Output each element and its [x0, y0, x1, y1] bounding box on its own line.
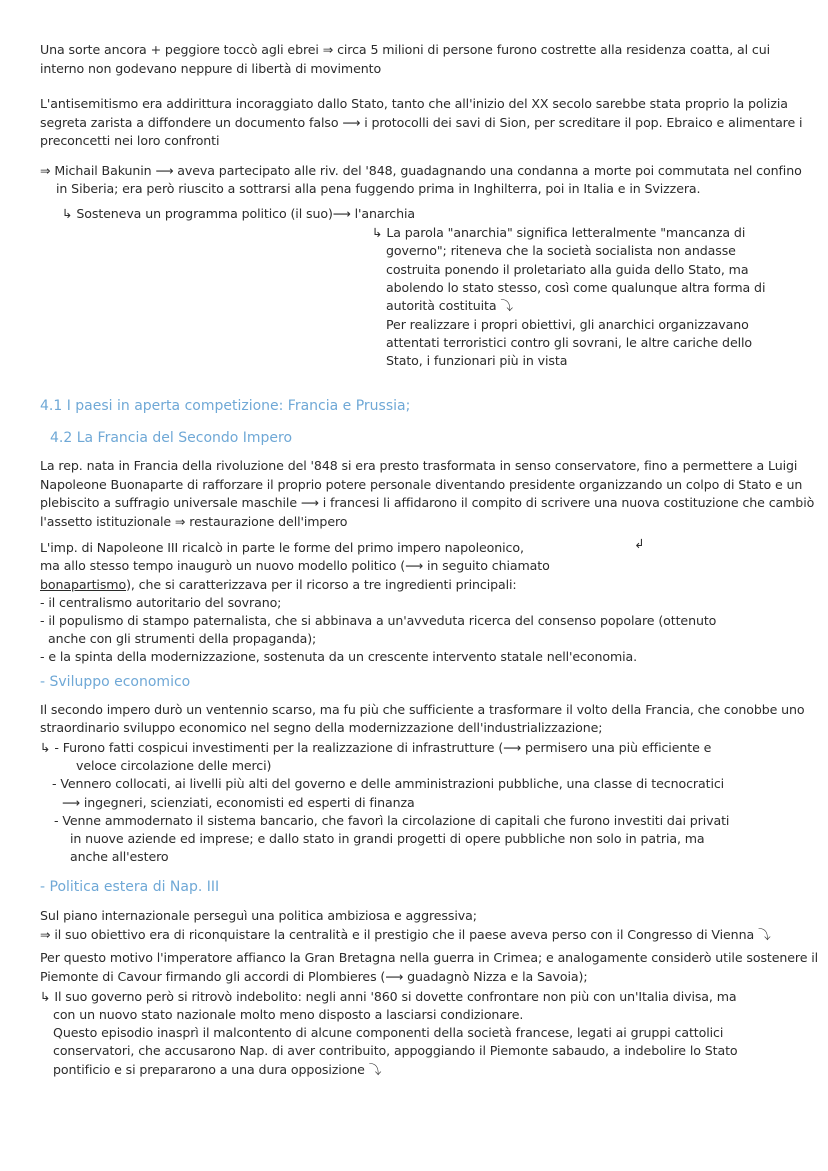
- bullet-modernizzazione: - e la spinta della modernizzazione, sostenuta da un crescente intervento statale nell'economia.: [40, 649, 638, 664]
- anarchy-line-3: costruita ponendo il proletariato alla guida dello Stato, ma: [386, 262, 749, 277]
- francia-line-3: plebiscito a suffragio universale maschile ⟶ i francesi li affidarono il compito di scrivere una nuova costituzione che cambiò: [40, 495, 815, 510]
- estera-line-5: ↳ Il suo governo però si ritrovò indebolito: negli anni '860 si dovette confrontare non più con un'Italia divisa, ma: [40, 989, 737, 1004]
- econ-line-7: - Venne ammodernato il sistema bancario, che favorì la circolazione di capitali che furono investiti dai privati: [54, 813, 730, 828]
- bakunin-line-3: ↳ Sosteneva un programma politico (il suo)⟶ l'anarchia: [62, 206, 416, 221]
- anarchy-line-2: governo"; riteneva che la società socialista non andasse: [386, 243, 736, 258]
- anarchy-line-8: Stato, i funzionari più in vista: [386, 353, 568, 368]
- anarchy-line-4: abolendo lo stato stesso, così come qualunque altra forma di: [386, 280, 766, 295]
- anarchy-line-7: attentati terroristici contro gli sovrani, le altre cariche dello: [386, 335, 752, 350]
- estera-line-1: Sul piano internazionale perseguì una politica ambiziosa e aggressiva;: [40, 908, 477, 923]
- econ-line-5: - Vennero collocati, ai livelli più alti del governo e delle amministrazioni pubbliche, una classe di tecnocratici: [52, 776, 725, 791]
- econ-line-3: ↳ - Furono fatti cospicui investimenti per la realizzazione di infrastrutture (⟶ permisero una più efficiente e: [40, 740, 712, 755]
- heading-4-2: 4.2 La Francia del Secondo Impero: [50, 430, 293, 446]
- bakunin-line-2: in Siberia; era però riuscito a sottrarsi alla pena fuggendo prima in Inghilterra, poi in Italia e in Svizzera.: [56, 181, 701, 196]
- estera-line-8: conservatori, che accusarono Nap. di aver contribuito, appoggiando il Piemonte sabaudo, a indebolire lo Stato: [53, 1043, 738, 1058]
- estera-line-3: Per questo motivo l'imperatore affianco la Gran Bretagna nella guerra in Crimea; e analogamente considerò utile sostenere il: [40, 950, 819, 965]
- heading-politica-estera: - Politica estera di Nap. III: [40, 879, 220, 895]
- bullet-populismo: - il populismo di stampo paternalista, che si abbinava a un'avveduta ricerca del consenso popolare (ottenuto: [40, 613, 717, 628]
- bullet-centralismo: - il centralismo autoritario del sovrano;: [40, 595, 282, 610]
- return-arrow-icon: ↲: [634, 536, 645, 551]
- napoleon-line-1: L'imp. di Napoleone III ricalcò in parte le forme del primo impero napoleonico,: [40, 540, 524, 555]
- intro-line-4: segreta zarista a diffondere un documento falso ⟶ i protocolli dei savi di Sion, per screditare il pop. Ebraico e alimentare i: [40, 115, 803, 130]
- econ-line-1: Il secondo impero durò un ventennio scarso, ma fu più che sufficiente a trasformare il volto della Francia, che conobbe uno: [40, 702, 805, 717]
- napoleon-line-2: ma allo stesso tempo inaugurò un nuovo modello politico (⟶ in seguito chiamato: [40, 558, 550, 573]
- estera-line-4: Piemonte di Cavour firmando gli accordi di Plombieres (⟶ guadagnò Nizza e la Savoia);: [40, 969, 588, 984]
- napoleon-line-3: [40, 576, 517, 593]
- francia-line-4: l'assetto istituzionale ⇒ restaurazione dell'impero: [40, 514, 348, 529]
- anarchy-line-5: autorità costituita ⤵: [386, 298, 513, 313]
- heading-sviluppo-economico: - Sviluppo economico: [40, 674, 191, 690]
- econ-line-8: in nuove aziende ed imprese; e dallo stato in grandi progetti di opere pubbliche non solo in patria, ma: [70, 831, 705, 846]
- estera-line-7: Questo episodio inasprì il malcontento di alcune componenti della società francese, legati ai gruppi cattolici: [53, 1025, 724, 1040]
- napoleon-line-3-rest: ), che si caratterizzava per il ricorso a tre ingredienti principali:: [126, 577, 517, 592]
- estera-line-2: ⇒ il suo obiettivo era di riconquistare la centralità e il prestigio che il paese aveva perso con il Congresso di Vienna ⤵: [40, 927, 771, 942]
- estera-line-9: pontificio e si prepararono a una dura opposizione ⤵: [53, 1062, 382, 1077]
- intro-line-3: L'antisemitismo era addirittura incoraggiato dallo Stato, tanto che all'inizio del XX secolo sarebbe stata proprio la polizia: [40, 96, 788, 111]
- intro-line-5: preconcetti nei loro confronti: [40, 133, 220, 148]
- anarchy-line-6: Per realizzare i propri obiettivi, gli anarchici organizzavano: [386, 317, 749, 332]
- econ-line-6: ⟶ ingegneri, scienziati, economisti ed esperti di finanza: [62, 795, 415, 810]
- estera-line-6: con un nuovo stato nazionale molto meno disposto a lasciarsi condizionare.: [53, 1007, 524, 1022]
- bullet-populismo-cont: anche con gli strumenti della propaganda);: [48, 631, 317, 646]
- econ-line-9: anche all'estero: [70, 849, 169, 864]
- intro-line-2: interno non godevano neppure di libertà di movimento: [40, 61, 382, 76]
- heading-4-1: 4.1 I paesi in aperta competizione: Francia e Prussia;: [40, 398, 411, 414]
- bonapartismo-term: bonapartismo: [40, 577, 127, 592]
- econ-line-4: veloce circolazione delle merci): [76, 758, 272, 773]
- bakunin-line-1: ⇒ Michail Bakunin ⟶ aveva partecipato alle riv. del '848, guadagnando una condanna a morte poi commutata nel confino: [40, 163, 802, 178]
- francia-line-2: Napoleone Buonaparte di rafforzare il proprio potere personale diventando presidente organizzando un colpo di Stato e un: [40, 477, 803, 492]
- anarchy-line-1: ↳ La parola "anarchia" significa letteralmente "mancanza di: [372, 225, 746, 240]
- intro-line-1: Una sorte ancora + peggiore toccò agli ebrei ⇒ circa 5 milioni di persone furono costrette alla residenza coatta, al cui: [40, 42, 771, 57]
- francia-line-1: La rep. nata in Francia della rivoluzione del '848 si era presto trasformata in senso conservatore, fino a permettere a Luigi: [40, 458, 798, 473]
- econ-line-2: straordinario sviluppo economico nel segno della modernizzazione dell'industrializzazione;: [40, 720, 603, 735]
